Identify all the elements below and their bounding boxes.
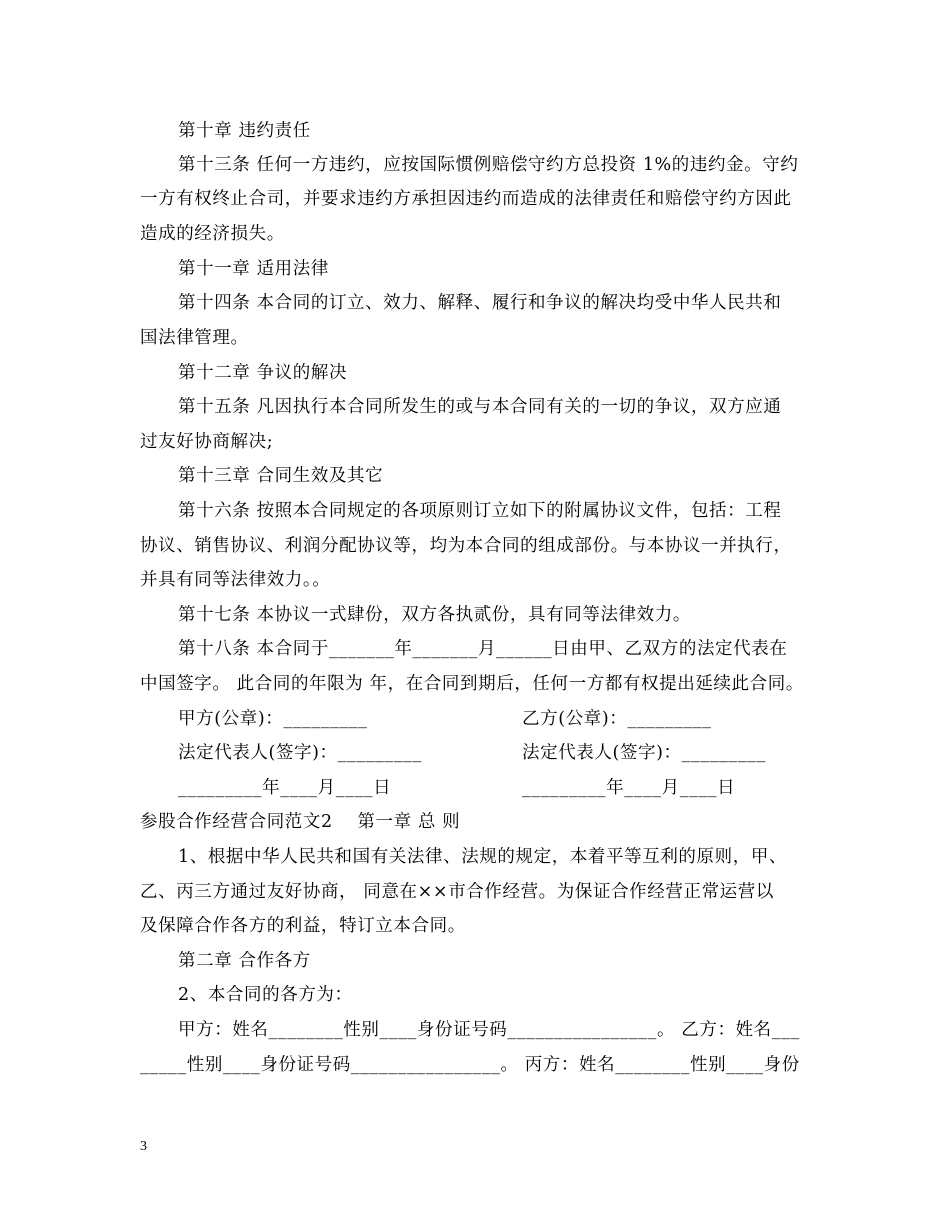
clause-1-line: 乙、丙三方通过友好协商， 同意在××市合作经营。为保证合作经营正常运营以 [140,882,774,902]
party-a-representative-field: 法定代表人(签字)：_________ [178,743,422,763]
article-18-line: 中国签字。 此合同的年限为 年，在合同到期后，任何一方都有权提出延续此合同。 [140,674,804,694]
page-number: 3 [140,1139,147,1154]
parties-fields-line: _____性别____身份证号码________________。 丙方：姓名________性别____身份 [140,1055,800,1075]
chapter-11-heading: 第十一章 适用法律 [178,259,329,279]
article-13-line: 一方有权终止合司，并要求违约方承担因违约而造成的法律责任和赔偿守约方因此 [140,189,792,209]
party-b-seal-field: 乙方(公章)：_________ [522,709,712,729]
party-b-representative-field: 法定代表人(签字)：_________ [522,743,766,763]
clause-1-line: 1、根据中华人民共和国有关法律、法规的规定，本着平等互利的原则，甲、 [178,847,788,867]
article-15-line: 第十五条 凡因执行本合同所发生的或与本合同有关的一切的争议，双方应通 [178,397,782,417]
party-b-date-field: _________年____月____日 [522,778,736,798]
chapter-13-heading: 第十三章 合同生效及其它 [178,466,384,486]
clause-2-line: 2、本合同的各方为： [178,985,353,1005]
article-13-line: 造成的经济损失。 [140,224,285,244]
clause-1-line: 及保障合作各方的利益，特订立本合同。 [140,916,466,936]
party-a-date-field: _________年____月____日 [178,778,392,798]
chapter-2-heading: 第二章 合作各方 [178,951,311,971]
article-15-line: 过友好协商解决; [140,432,274,452]
article-18-line: 第十八条 本合同于_______年_______月______日由甲、乙双方的法定代表在 [178,639,788,659]
chapter-12-heading: 第十二章 争议的解决 [178,363,348,383]
chapter-10-heading: 第十章 违约责任 [178,121,311,141]
article-16-line: 协议、销售协议、利润分配协议等，均为本合同的组成部份。与本协议一并执行， [140,536,792,556]
article-16-line: 第十六条 按照本合同规定的各项原则订立如下的附属协议文件，包括：工程 [178,501,782,521]
article-14-line: 国法律管理。 [140,328,249,348]
article-14-line: 第十四条 本合同的订立、效力、解释、履行和争议的解决均受中华人民共和 [178,293,782,313]
parties-fields-line: 甲方：姓名________性别____身份证号码________________。 乙方：姓名___ [178,1020,800,1040]
sample-2-heading: 参股合作经营合同范文2 第一章 总 则 [140,812,461,832]
article-17-line: 第十七条 本协议一式肆份，双方各执贰份，具有同等法律效力。 [178,605,691,625]
article-16-line: 并具有同等法律效力。。 [140,570,331,590]
article-13-line: 第十三条 任何一方违约，应按国际惯例赔偿守约方总投资 1%的违约金。守约 [178,155,799,175]
party-a-seal-field: 甲方(公章)：_________ [178,709,368,729]
